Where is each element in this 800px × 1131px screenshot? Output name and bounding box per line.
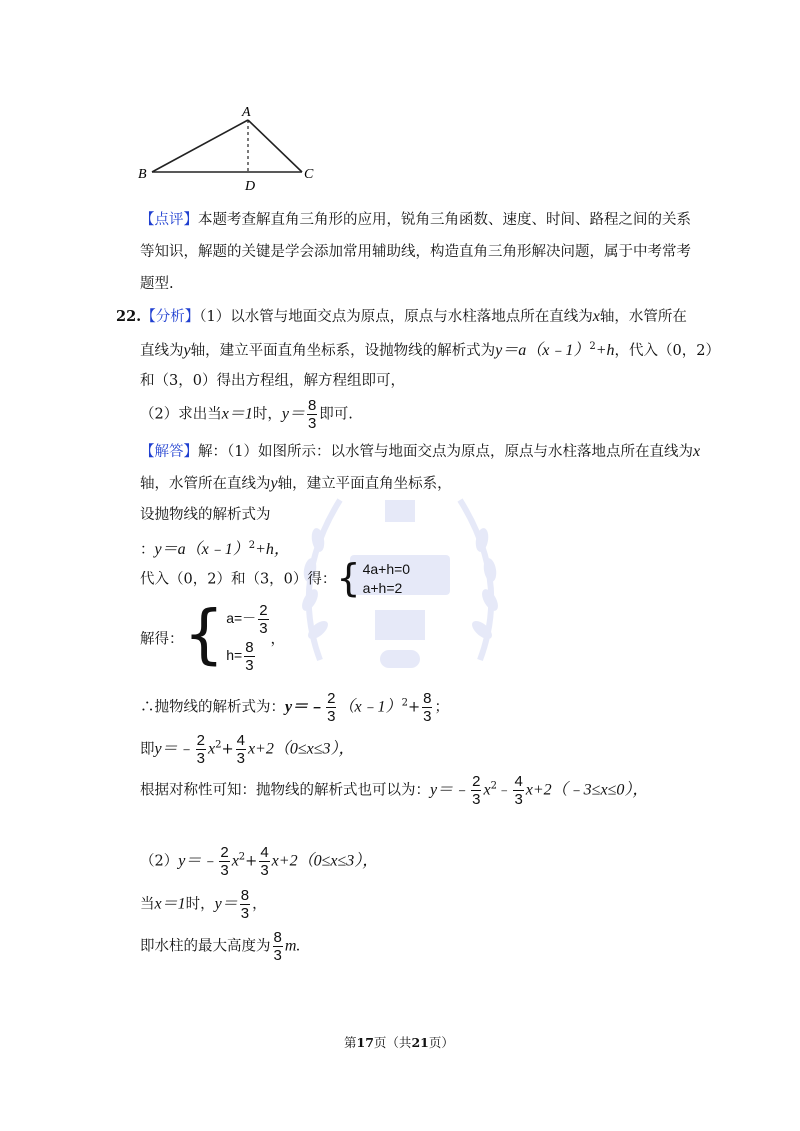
solution-var-x: x (692, 443, 701, 460)
analysis-line-3: 和（3，0）得出方程组，解方程组即可， (140, 373, 405, 389)
analysis-text-1a: （1）以水管与地面交点为原点，原点与水柱落地点所在直线为 (199, 309, 593, 325)
review-text-1: 本题考查解直角三角形的应用，锐角三角函数、速度、时间、路程之间的关系 (198, 212, 691, 228)
page-footer: 第17页（共21页） (344, 1035, 454, 1050)
analysis-text-2a: 直线为 (140, 343, 184, 359)
review-line-1 (140, 208, 691, 229)
solution-final-line: 即水柱的最大高度为 $\frac{8}{3}$ m. (140, 929, 301, 964)
segment-ac (248, 120, 302, 172)
review-tag: 【点评】 (140, 212, 198, 228)
solution-line-8: 即y＝﹣ $\frac{2}{3}$ $x^2+$ $\frac{4}{3}$ x+2（0≤x≤3）， (140, 732, 355, 767)
solution-line-9: 根据对称性可知：抛物线的解析式也可以为：y＝﹣ $\frac{2}{3}$ $x^2﹣$ $\frac{4}{3}$ x+2（﹣3≤x≤0）， (140, 773, 649, 808)
analysis-tag: 【分析】 (141, 309, 200, 325)
equation-system-1: { 4a+h=0 a+h=2 (336, 556, 411, 600)
solution-line-1 (140, 440, 700, 461)
analysis-text-2d: ，代入（0，2） (614, 343, 720, 359)
analysis-line-2 (140, 337, 720, 360)
label-a: A (242, 105, 251, 120)
equation-2: a+h=2 (362, 579, 403, 596)
analysis-text-2b: 轴，建立平面直角坐标系，设抛物线的解析式为 (190, 343, 496, 359)
equation-system-2: { a=－ $\frac{2}{3}$ h= $\frac{8}{3}$ (184, 603, 271, 673)
fraction-8-3: $\frac{8}{3}$ (307, 397, 317, 432)
label-d: D (245, 179, 256, 194)
review-line-3: 题型. (140, 276, 174, 292)
solution-text-1a: 解：（1）如图所示：以水管与地面交点为原点，原点与水柱落地点所在直线为 (198, 444, 693, 460)
analysis-formula-exp: 2 (589, 341, 596, 353)
triangle-figure (130, 100, 330, 195)
solution-text-2a: 轴，水管所在直线为 (140, 476, 271, 492)
analysis-formula: y＝a（x﹣1） (495, 342, 590, 359)
page-number: 17 (356, 1035, 374, 1050)
analysis-line-1 (116, 305, 687, 326)
solution-line-7: ∴抛物线的解析式为：y＝﹣ $\frac{2}{3}$ （x﹣1）$^2$+ $\frac{8}{3}$ ； (140, 690, 449, 725)
solution-line-2 (140, 472, 452, 493)
solution-tag: 【解答】 (140, 444, 198, 460)
analysis-text-4a: （2）求出当 (140, 406, 222, 423)
label-b: B (138, 167, 147, 182)
solution-part-2: （2）y＝﹣ $\frac{2}{3}$ $x^2+$ $\frac{4}{3}$ x+2（0≤x≤3）， (140, 844, 379, 879)
solution-line-3: 设抛物线的解析式为 (140, 507, 271, 523)
analysis-text-4b: 时， (252, 406, 282, 423)
analysis-formula-h: +h (595, 342, 615, 359)
segment-ab (152, 120, 248, 172)
analysis-var-y: y (183, 342, 191, 359)
solution-text-2b: 轴，建立平面直角坐标系， (277, 476, 452, 492)
analysis-var-x: x (592, 308, 600, 325)
analysis-line-4 (140, 398, 353, 431)
analysis-text-4c: 即可. (319, 406, 353, 423)
solution-var-y: y (270, 475, 278, 492)
solution-when-line: 当x＝1时，y＝ $\frac{8}{3}$ ， (140, 887, 267, 922)
solution-formula: y＝a（x﹣1） (154, 541, 249, 558)
analysis-text-1b: 轴，水管所在 (599, 309, 687, 325)
equation-1: 4a+h=0 (362, 560, 411, 577)
solution-line-4: ：y＝a（x﹣1）$^2$+h， (140, 540, 290, 558)
solution-line-6: 解得： { a=－ $\frac{2}{3}$ h= $\frac{8}{3}$ ， (140, 598, 286, 674)
label-c: C (304, 167, 314, 182)
solution-a: a=－ $\frac{2}{3}$ (226, 602, 268, 637)
solution-h: h= $\frac{8}{3}$ (226, 639, 254, 674)
review-line-2: 等知识，解题的关键是学会添加常用辅助线，构造直角三角形解决问题，属于中考常考 (140, 244, 691, 260)
solution-line-5: 代入（0，2）和（3，0）得： { 4a+h=0 a+h=2 (140, 556, 411, 600)
analysis-cond-y: y＝ (281, 405, 305, 423)
page-total: 21 (411, 1035, 429, 1050)
problem-number: 22. (116, 308, 142, 325)
analysis-cond-x: x＝1 (221, 405, 253, 423)
